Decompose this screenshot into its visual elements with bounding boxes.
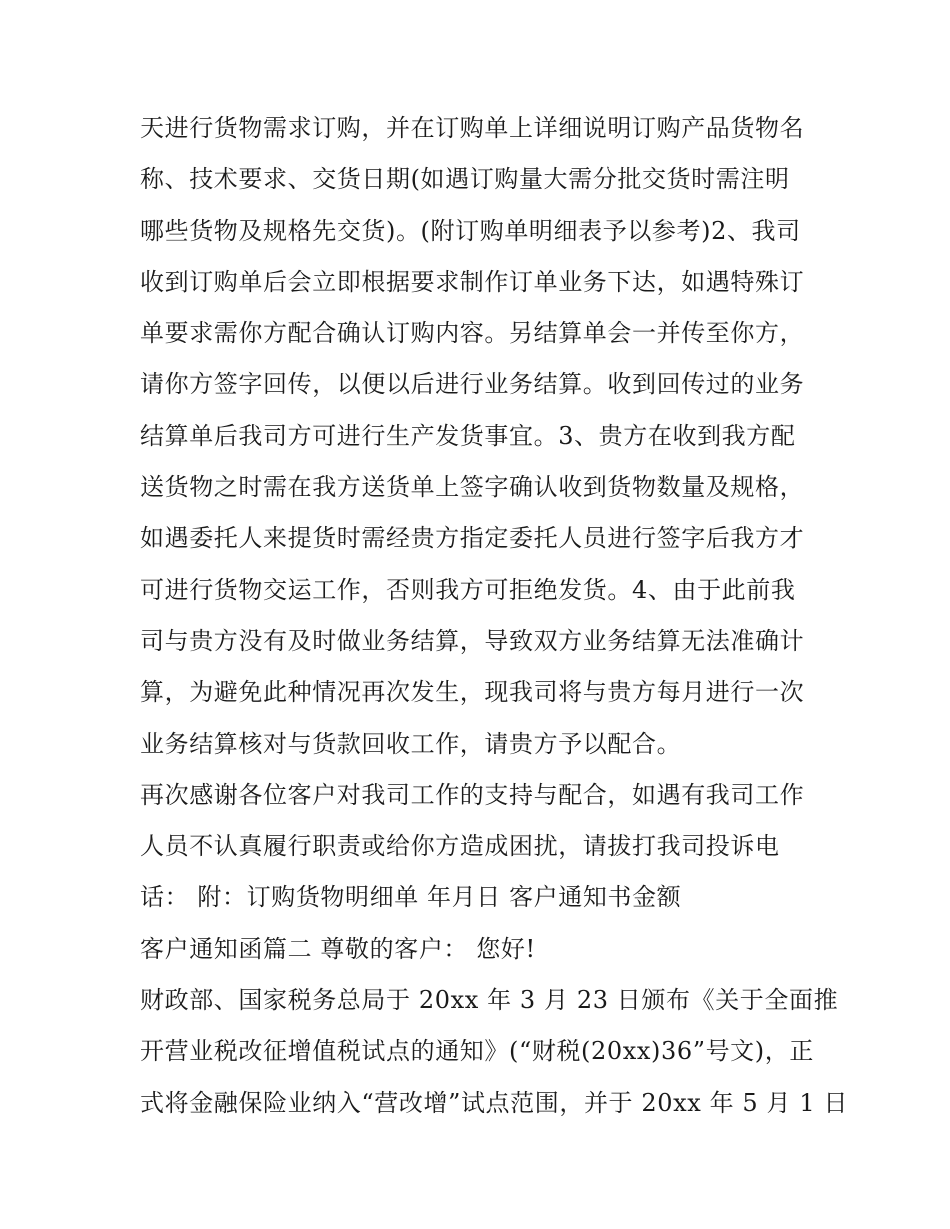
text-line: 式将金融保险业纳入“营改增”试点范围，并于 20xx 年 5 月 1 日 — [140, 1088, 849, 1117]
text-line: 人员不认真履行职责或给你方造成困扰，请拔打我司投诉电 — [140, 832, 780, 861]
text-line: 开营业税改征增值税试点的通知》(“财税(20xx)36”号文)，正 — [140, 1037, 814, 1066]
text-line: 哪些货物及规格先交货)。(附订购单明细表予以参考)2、我司 — [140, 216, 801, 245]
text-line: 再次感谢各位客户对我司工作的支持与配合，如遇有我司工作 — [140, 780, 805, 809]
text-line: 可进行货物交运工作，否则我方可拒绝发货。4、由于此前我 — [140, 575, 796, 604]
text-line: 称、技术要求、交货日期(如遇订购量大需分批交货时需注明 — [140, 165, 790, 194]
text-line: 算，为避免此种情况再次发生，现我司将与贵方每月进行一次 — [140, 678, 805, 707]
text-line: 请你方签字回传，以便以后进行业务结算。收到回传过的业务 — [140, 370, 805, 399]
text-line: 结算单后我司方可进行生产发货事宜。3、贵方在收到我方配 — [140, 421, 796, 450]
text-line: 单要求需你方配合确认订购内容。另结算单会一并传至你方， — [140, 319, 805, 348]
text-line: 司与贵方没有及时做业务结算，导致双方业务结算无法准确计 — [140, 626, 805, 655]
text-line: 收到订购单后会立即根据要求制作订单业务下达，如遇特殊订 — [140, 267, 805, 296]
text-line: 财政部、国家税务总局于 20xx 年 3 月 23 日颁布《关于全面推 — [140, 986, 839, 1015]
text-line: 客户通知函篇二 尊敬的客户： 您好! — [140, 934, 536, 963]
text-line: 如遇委托人来提货时需经贵方指定委托人员进行签字后我方才 — [140, 524, 805, 553]
text-line: 话： 附：订购货物明细单 年月日 客户通知书金额 — [140, 883, 682, 912]
text-line: 天进行货物需求订购，并在订购单上详细说明订购产品货物名 — [140, 114, 805, 142]
text-line: 业务结算核对与货款回收工作，请贵方予以配合。 — [140, 729, 682, 758]
document-body — [140, 103, 849, 1129]
text-line: 送货物之时需在我方送货单上签字确认收到货物数量及规格， — [140, 473, 805, 502]
